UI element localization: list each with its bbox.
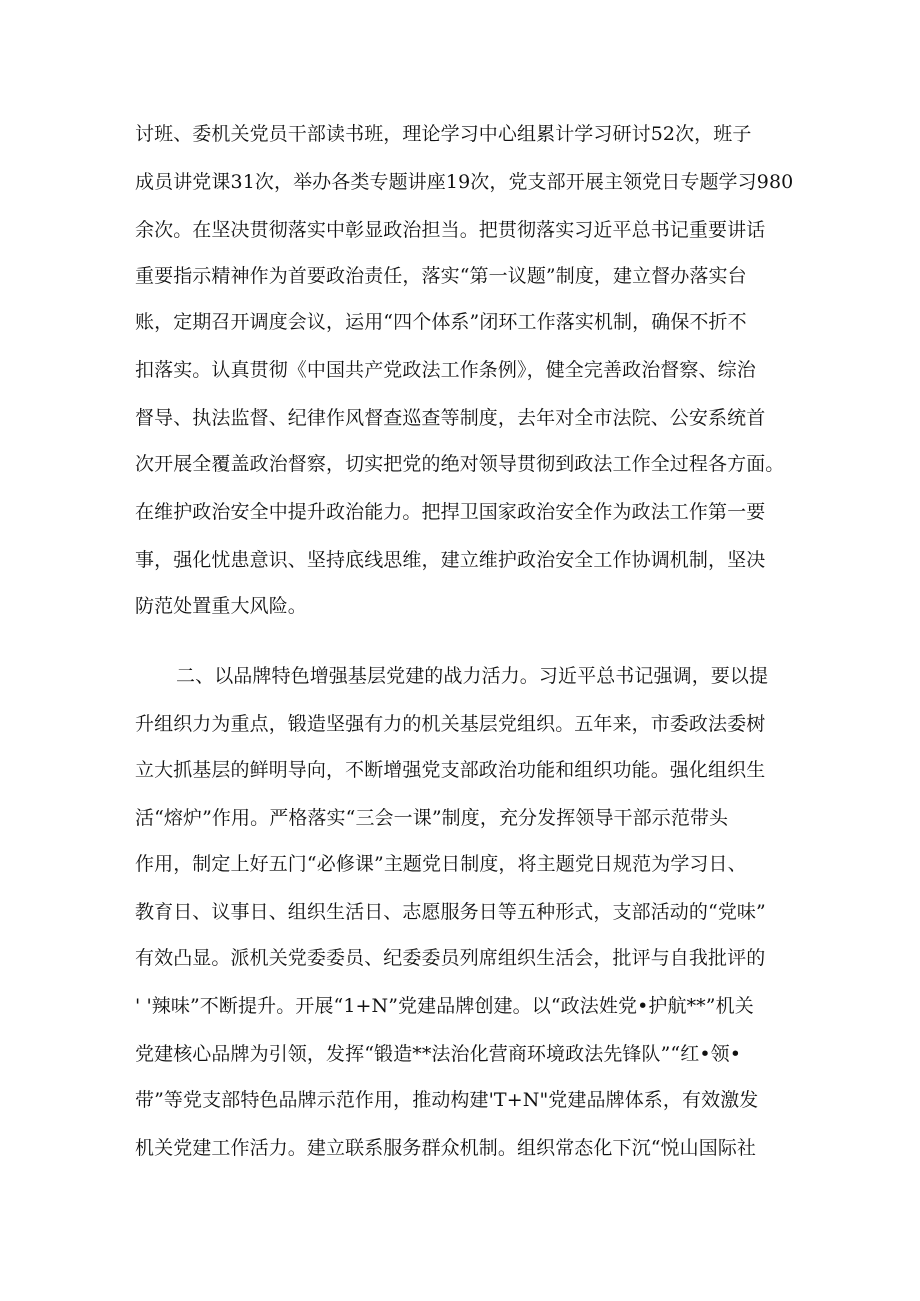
text-line: 有效凸显。派机关党委委员、纪委委员列席组织生活会，批评与自我批评的: [135, 947, 766, 969]
text-line: 账，定期召开调度会议，运用“四个体系”闭环工作落实机制，确保不折不: [135, 311, 747, 333]
text-line: 升组织力为重点，锻造坚强有力的机关基层党组织。五年来，市委政法委树: [135, 713, 766, 735]
text-line: 事，强化忧患意识、坚持底线思维，建立维护政治安全工作协调机制，坚决: [135, 549, 766, 571]
text-line: ' '辣味”不断提升。开展“1+N”党建品牌创建。以“政法姓党•护航**”机关: [135, 995, 754, 1017]
text-line: 党建核心品牌为引领，发挥“锻造**法治化营商环境政法先锋队”“红•领•: [135, 1043, 742, 1065]
text-line: 在维护政治安全中提升政治能力。把捍卫国家政治安全作为政法工作第一要: [135, 501, 766, 523]
text-line: 讨班、委机关党员干部读书班，理论学习中心组累计学习研讨52次，班子: [135, 123, 752, 145]
text-line: 余次。在坚决贯彻落实中彰显政治担当。把贯彻落实习近平总书记重要讲话: [135, 219, 766, 241]
text-line: 教育日、议事日、组织生活日、志愿服务日等五种形式，支部活动的“党味”: [135, 901, 766, 923]
text-line: 扣落实。认真贯彻《中国共产党政法工作条例》，健全完善政治督察、综治: [135, 359, 756, 381]
text-line: 作用，制定上好五门“必修课”主题党日制度，将主题党日规范为学习日、: [135, 853, 747, 875]
text-line: 活“熔炉”作用。严格落实“三会一课”制度，充分发挥领导干部示范带头: [135, 807, 729, 829]
text-line: 机关党建工作活力。建立联系服务群众机制。组织常态化下沉“悦山国际社: [135, 1137, 757, 1159]
section-heading-line: 二、以品牌特色增强基层党建的战力活力。习近平总书记强调，要以提: [176, 665, 769, 687]
text-line: 立大抓基层的鲜明导向，不断增强党支部政治功能和组织功能。强化组织生: [135, 759, 766, 781]
text-line: 带”等党支部特色品牌示范作用，推动构建'T+N"党建品牌体系，有效激发: [135, 1089, 759, 1111]
text-line: 重要指示精神作为首要政治责任，落实“第一议题”制度，建立督办落实台: [135, 265, 747, 287]
text-line: 成员讲党课31次，举办各类专题讲座19次，党支部开展主领党日专题学习980: [135, 171, 794, 193]
text-line: 次开展全覆盖政治督察，切实把党的绝对领导贯彻到政法工作全过程各方面。: [135, 453, 785, 475]
text-line: 防范处置重大风险。: [135, 595, 307, 617]
text-line: 督导、执法监督、纪律作风督查巡查等制度，去年对全市法院、公安系统首: [135, 407, 766, 429]
